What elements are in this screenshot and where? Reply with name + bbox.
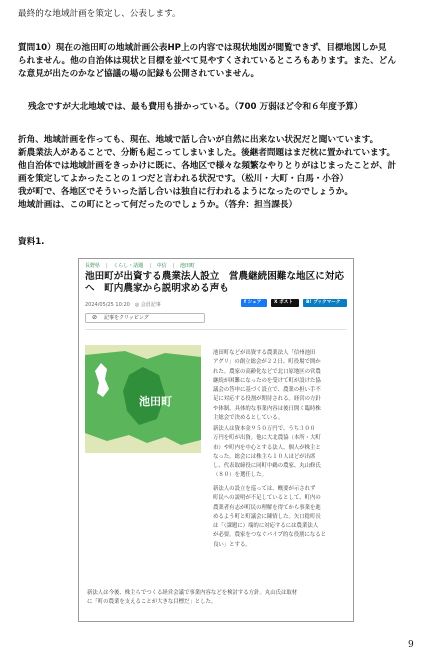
text-line: 地域計画は、この町にとって何だったのでしょうか。（答弁：担当課長） (18, 200, 298, 210)
question-line: られません。他の自治体は現状と目標を並べて見やすくされているところもあります。また、どん (18, 56, 396, 66)
body-line: アグリ」の創立総会が２２日、町役場で開か (213, 359, 321, 366)
body-line: 池田町などが出資する農業法人「信州池田 (213, 350, 316, 356)
body-line: 市）や町内を中心とする法人、個人が株主と (213, 444, 321, 451)
question-line: な意見が出たのかなど協議の場の記録も公開されていません。 (18, 69, 260, 79)
separator: | (106, 263, 108, 269)
body-line: 新法人は資本金９５０万円で、うち３００ (213, 426, 316, 432)
body-line: や体制、具体的な事業内容は後日開く臨時株 (213, 405, 321, 412)
body-line: に「町の農業を支えることが大きな目標だ」とした。 (87, 599, 217, 606)
body-line: は「（課題に）端的に対応するには農業法人 (213, 523, 319, 530)
body-line: 新法人は今後、株主らでつくる経営会議で事業内容などを検討する方針。丸山氏は取材 (87, 590, 298, 596)
body-line: 万円を町が出資。他に大北農協（本所・大町 (213, 435, 321, 442)
text-line: 新農業法人があることで、分断も起こってしまいました。後継者問題はまだ枕に置かれています。 (18, 148, 396, 158)
divider (85, 329, 347, 330)
map-label: 池田町 (139, 395, 172, 408)
body-line: 農業者有志が町民の理解を得てから事業を進 (213, 504, 321, 511)
hatena-bookmark-button[interactable]: B! ブックマーク (303, 299, 347, 307)
article-paragraph (213, 425, 321, 481)
breadcrumb (85, 262, 201, 269)
page-number: 9 (408, 640, 414, 650)
breadcrumb-item[interactable]: 長野県 (85, 263, 101, 269)
note-budget: （700 万弱ほど令和６年度予算） (234, 102, 363, 112)
note-line (28, 101, 363, 114)
breadcrumb-item[interactable]: 中信 (156, 263, 167, 269)
facebook-share-button[interactable]: f シェア (241, 299, 267, 307)
breadcrumb-item[interactable]: くらし・話題 (113, 263, 144, 269)
body-line: めるよう町と町議会に陳情した。矢口稔町長 (213, 513, 321, 520)
text-line: 我が町で、各地区でそういった話し合いは独自に行われるようになったのでしょうか。 (18, 187, 353, 197)
separator: | (172, 263, 175, 269)
question-line: 質問10）現在の池田町の地域計画公表HP上の内容では現状地図が閲覧できず、目標地図しか見 (18, 43, 387, 53)
map-image (85, 345, 201, 453)
breadcrumb-item[interactable]: 池田町 (179, 263, 195, 269)
clipping-button[interactable] (85, 313, 205, 323)
body-line: が必要。農家をつなぐパイプ的な役割になると (213, 532, 327, 539)
article-meta: 2024/05/25 10:20 ◎ 会員記事 (85, 302, 161, 308)
body-line: 町民への説明が不足しているとして、町内の (213, 495, 321, 502)
article-headline: へ 町内農家から説明求める声も (85, 283, 229, 294)
body-line: し、代表取締役に同町中鵜の農家、丸山修氏 (213, 463, 321, 470)
news-article-clipping (78, 258, 354, 622)
body-line: なった。総会には株主ら１０人ほどが出席 (213, 453, 316, 460)
body-line: 新法人の設立を巡っては、概要が示されず (213, 486, 316, 492)
body-line: れた。農家の高齢化などで北口原地区の営農 (213, 368, 321, 375)
separator: | (149, 263, 151, 269)
body-line: （８０）を選任した。 (213, 472, 267, 479)
body-line: 良い」とする。 (213, 541, 251, 548)
text-line: 他自治体では地域計画をきっかけに既に、各地区で様々な頻繁なやりとりがはじまったことが、計 (18, 161, 397, 171)
note-text: 残念ですが大北地域では、最も費用も掛かっている。 (28, 102, 235, 112)
text-line: 画を策定してよかったことの１つだと言われる状況です。（松川・大町・白馬・小谷） (18, 174, 349, 184)
body-line: 主総会で決めるとしている。 (213, 415, 284, 422)
body-line: 足に対応する役割が期待される。経営の方針 (213, 396, 321, 403)
material-label: 資料1. (18, 237, 45, 247)
article-headline: 池田町が出資する農業法人設立 営農継続困難な地区に対応 (85, 271, 345, 282)
article-paragraph (87, 589, 297, 608)
x-post-button[interactable]: X ポスト (271, 299, 299, 307)
article-paragraph (213, 485, 326, 550)
body-line: 議会の答申に基づく設立で、農業の担い手不 (213, 387, 321, 394)
article-paragraph (213, 349, 321, 423)
text-line: 折角、地域計画を作っても、現在、地域で話し合いが自然に出来ない状況だと聞いています。 (18, 135, 379, 145)
clipping-button-label: 記事をクリッピング (104, 315, 149, 321)
text-line: 最終的な地域計画を策定し、公表します。 (18, 9, 181, 19)
link-icon: ⊘ (92, 314, 98, 321)
body-line: 継続が困難になったのを受けて町が設けた協 (213, 377, 321, 384)
